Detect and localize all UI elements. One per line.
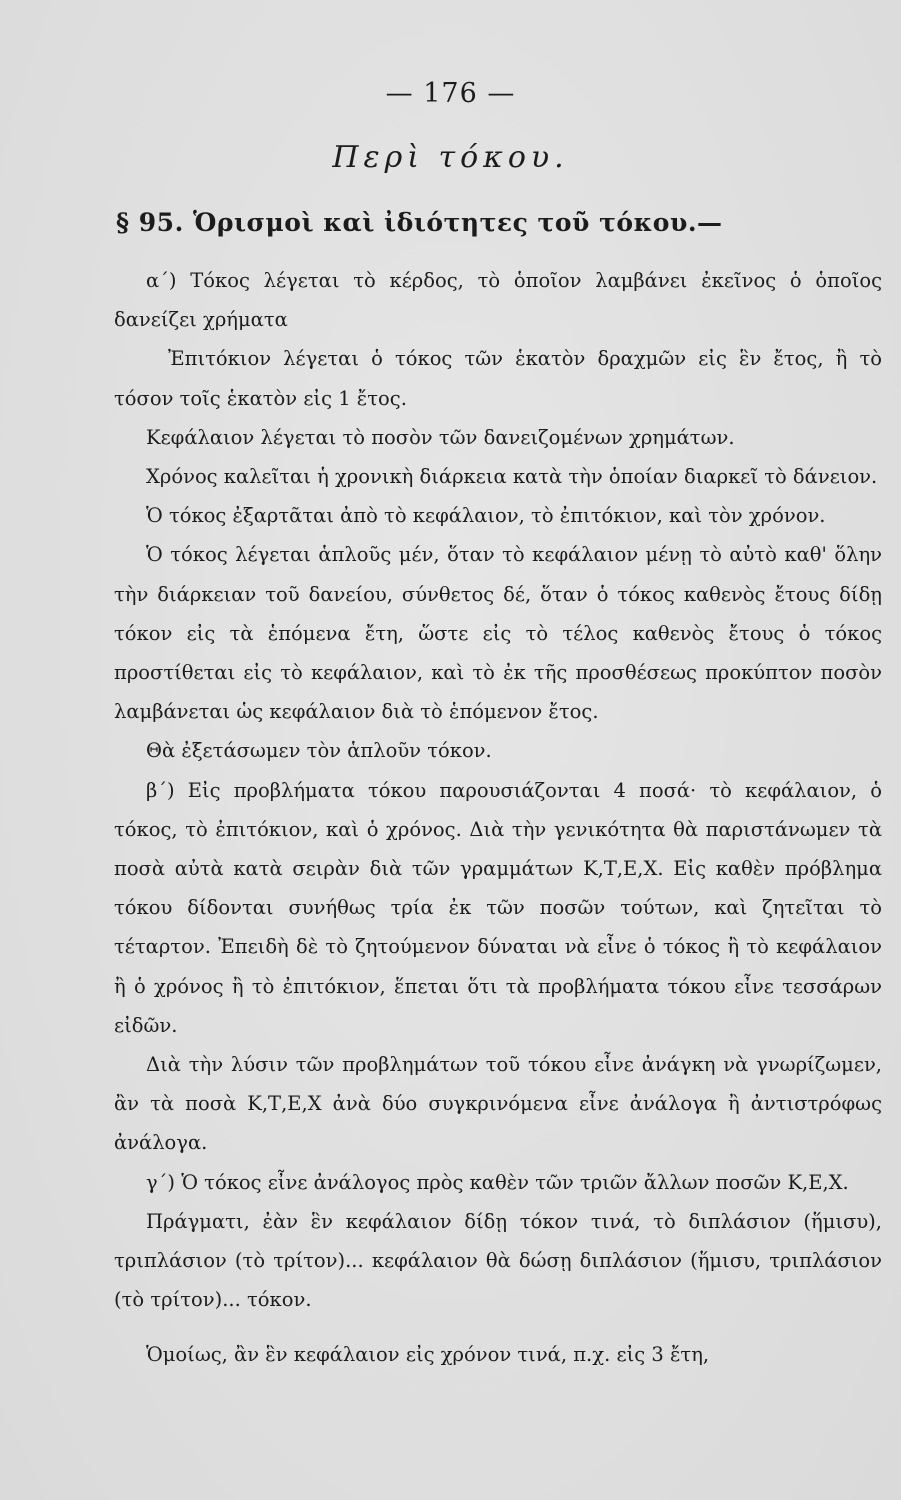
paragraph-rate-definition: Ἐπιτόκιον λέγεται ὁ τόκος τῶν ἑκατὸν δραχμῶν εἰς ἓν ἔτος, ἢ τὸ τόσον τοῖς ἑκατὸν εἰς 1 ἔτος. (114, 347, 882, 410)
paragraph-proportionality: Διὰ τὴν λύσιν τῶν προβλημάτων τοῦ τόκου εἶνε ἀνάγκη νὰ γνωρίζωμεν, ἂν τὰ ποσὰ Κ,Τ,Ε,Χ ἀνὰ δύο συγκρινόμενα εἶνε ἀνάλογα ἢ ἀντιστρόφως ἀνάλογα. (114, 1053, 882, 1155)
paragraph-heading: § 95. Ὁρισμοὶ καὶ ἰδιότητες τοῦ τόκου.— (116, 208, 723, 237)
paragraph-simple-interest: Θὰ ἐξετάσωμεν τὸν ἁπλοῦν τόκον. (146, 739, 492, 763)
paragraph-time-definition: Χρόνος καλεῖται ἡ χρονικὴ διάρκεια κατὰ τὴν ὁποίαν διαρκεῖ τὸ δάνειον. (146, 465, 878, 489)
paragraph-interest-definition: α΄) Τόκος λέγεται τὸ κέρδος, τὸ ὁποῖον λαμβάνει ἐκεῖνος ὁ ὁποῖος δανείζει χρήματα (114, 269, 882, 332)
paragraph-dependence: Ὁ τόκος ἐξαρτᾶται ἀπὸ τὸ κεφάλαιον, τὸ ἐπιτόκιον, καὶ τὸν χρόνον. (146, 504, 826, 528)
paragraph-capital-definition: Κεφάλαιον λέγεται τὸ ποσὸν τῶν δανειζομένων χρημάτων. (146, 425, 735, 449)
section-title: Περὶ τόκου. (332, 140, 569, 175)
paragraph-example: Πράγματι, ἐὰν ἓν κεφάλαιον δίδῃ τόκον τινά, τὸ διπλάσιον (ἥμισυ), τριπλάσιον (τὸ τρίτον)... κεφάλαιον θὰ δώσῃ διπλάσιον (ἥμισυ, τριπλάσιον (τὸ τρίτον)... τόκον. (114, 1209, 882, 1312)
paragraph-proportional-rule: γ΄) Ὁ τόκος εἶνε ἀνάλογος πρὸς καθὲν τῶν τριῶν ἄλλων ποσῶν Κ,Ε,Χ. (146, 1170, 849, 1194)
paragraph-four-quantities: β΄) Εἰς προβλήματα τόκου παρουσιάζονται 4 ποσά· τὸ κεφάλαιον, ὁ τόκος, τὸ ἐπιτόκιον, καὶ ὁ χρόνος. Διὰ τὴν γενικότητα θὰ παριστάνωμεν τὰ ποσὰ αὐτὰ κατὰ σειρὰν διὰ τῶν γραμμάτων Κ,Τ,Ε,Χ. Εἰς καθὲν πρόβλημα τόκου δίδονται συνήθως τρία ἐκ τῶν ποσῶν τούτων, καὶ ζητεῖται τὸ τέταρτον. Ἐπειδὴ δὲ τὸ ζητούμενον δύναται νὰ εἶνε ὁ τόκος ἢ τὸ κεφάλαιον ἢ ὁ χρόνος ἢ τὸ ἐπιτόκιον, ἕπεται ὅτι τὰ προβλήματα τόκου εἶνε τεσσάρων εἰδῶν. (114, 778, 882, 1037)
page-number: — 176 — (385, 78, 516, 109)
paragraph-simple-compound: Ὁ τόκος λέγεται ἁπλοῦς μέν, ὅταν τὸ κεφάλαιον μένῃ τὸ αὐτὸ καθ' ὅλην τὴν διάρκειαν τοῦ δανείου, σύνθετος δέ, ὅταν ὁ τόκος καθενὸς ἔτους δίδῃ τόκον εἰς τὰ ἑπόμενα ἔτη, ὥστε εἰς τὸ τέλος καθενὸς ἔτους ὁ τόκος προστίθεται εἰς τὸ κεφάλαιον, καὶ τὸ ἐκ τῆς προσθέσεως προκύπτον ποσὸν λαμβάνεται ὡς κεφάλαιον διὰ τὸ ἑπόμενον ἔτος. (114, 543, 882, 724)
body-text-continued (114, 1335, 882, 1374)
body-text (114, 261, 882, 1319)
paragraph-similarly: Ὁμοίως, ἂν ἓν κεφάλαιον εἰς χρόνον τινά, π.χ. εἰς 3 ἔτη, (146, 1343, 710, 1366)
